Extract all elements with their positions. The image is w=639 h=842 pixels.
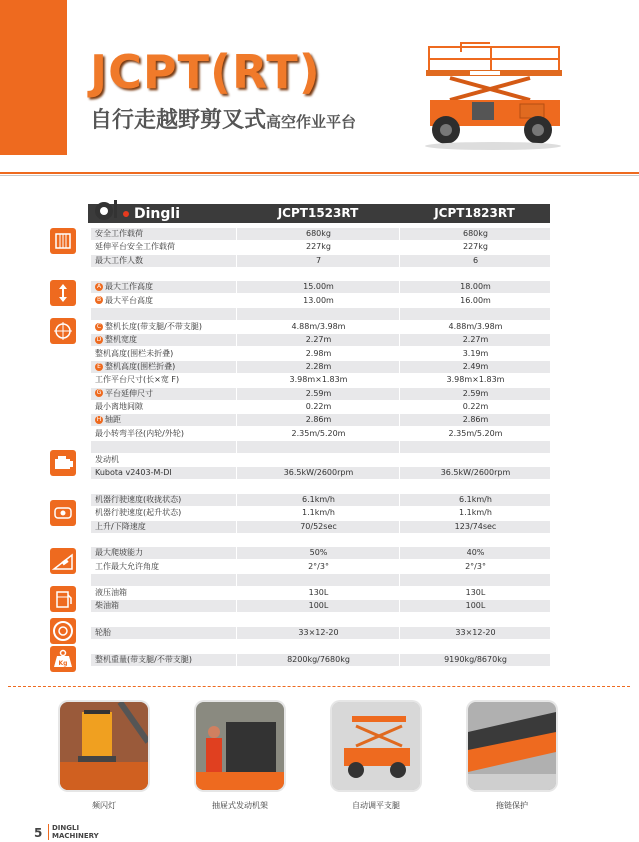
value-model-2: 123/74sec: [454, 521, 497, 531]
dimension-icon: [50, 318, 76, 344]
footer-brand: [48, 824, 99, 840]
value-model-1: 680kg: [306, 229, 331, 238]
row-label: [95, 627, 111, 639]
row-label: [95, 654, 192, 666]
row-label-text: 整机长度(带支腿/不带支腿): [105, 322, 202, 332]
row-label-text: 最大工作人数: [95, 255, 143, 265]
caption-drag-chain: 拖链保护: [496, 801, 528, 810]
value-model-2: 2.59m: [462, 388, 489, 398]
row-label: [95, 507, 181, 519]
value-model-1: 8200kg/7680kg: [287, 654, 350, 664]
table-row: [91, 374, 550, 386]
table-row: [91, 414, 550, 426]
row-label-text: 轮胎: [95, 628, 111, 637]
value-model-1: 70/52sec: [300, 521, 337, 531]
orange-side-bar: [0, 0, 67, 155]
row-label-text: 最小离地间隙: [95, 401, 143, 411]
table-row: [91, 534, 550, 546]
table-row: [91, 281, 550, 293]
value-model-1: 2.27m: [305, 335, 332, 345]
row-label: [95, 547, 143, 559]
row-label: [95, 467, 172, 479]
value-model-2: 2.49m: [462, 362, 489, 371]
row-label-text: 最小转弯半径(内轮/外轮): [95, 428, 184, 438]
row-label: [95, 334, 137, 346]
table-row: [91, 640, 550, 652]
value-model-1: 1.1km/h: [302, 508, 335, 518]
value-model-2: 40%: [466, 548, 485, 558]
value-model-2: 227kg: [463, 242, 488, 252]
page-subtitle: [90, 103, 356, 134]
subtitle-main: 自行走越野剪叉式: [90, 108, 267, 133]
row-label-text: 机器行驶速度(收拢状态): [95, 495, 182, 504]
row-label: [95, 361, 175, 373]
row-label: [95, 374, 179, 386]
column-header-1: JCPT1523RT: [277, 206, 359, 220]
value-model-2: 1.1km/h: [459, 508, 492, 518]
value-model-2: 2.27m: [462, 335, 489, 345]
table-row: [91, 428, 550, 440]
dimension-badge: G: [96, 389, 102, 397]
row-label: [95, 428, 184, 440]
table-row: [91, 361, 550, 373]
dashed-separator: [8, 686, 630, 687]
row-label: [95, 281, 153, 293]
table-row: [91, 441, 550, 453]
engine-icon: [50, 450, 76, 476]
table-row: [91, 228, 550, 240]
row-label-text: 工作平台尺寸(长×宽 F): [95, 375, 180, 385]
drag-chain-guard-photo: [468, 702, 556, 790]
table-row: [91, 654, 550, 666]
row-label: [95, 255, 143, 267]
value-model-1: 6.1km/h: [302, 495, 335, 504]
logo-text: Dingli: [134, 206, 181, 222]
row-label: [95, 494, 181, 506]
value-model-1: 3.98m×1.83m: [289, 375, 348, 385]
value-model-2: 2°/3°: [465, 561, 486, 571]
row-label-text: Kubota v2403-M-DI: [95, 468, 172, 478]
table-row: [91, 321, 550, 333]
table-row: [91, 241, 550, 253]
row-label: [95, 228, 143, 240]
value-model-1: 15.00m: [303, 282, 334, 292]
value-model-2: 3.19m: [462, 348, 489, 358]
row-label: [95, 587, 127, 599]
strobe-light-photo: [60, 702, 148, 790]
row-label-text: 工作最大允许角度: [95, 561, 159, 571]
svg-text:Kg: Kg: [58, 660, 68, 667]
value-model-2: 9190kg/8670kg: [444, 654, 507, 664]
value-model-2: 0.22m: [462, 401, 489, 411]
caption-engine-drawer: 抽屉式发动机架: [212, 801, 268, 810]
table-row: [91, 627, 550, 639]
row-label-text: 发动机: [95, 455, 119, 465]
row-label: [95, 348, 173, 360]
row-label-text: 平台延伸尺寸: [105, 388, 153, 398]
table-row: [91, 348, 550, 360]
value-model-2: 6: [472, 255, 479, 265]
row-label-text: 机器行驶速度(起升状态): [95, 508, 182, 518]
table-row: [91, 334, 550, 346]
value-model-1: 2.98m: [305, 348, 332, 358]
row-label-text: 安全工作载荷: [95, 229, 143, 238]
dingli-logo: [90, 196, 190, 224]
value-model-2: 130L: [465, 588, 486, 598]
row-label-text: 整机宽度: [105, 335, 137, 345]
value-model-2: 3.98m×1.83m: [446, 375, 505, 385]
value-model-1: 0.22m: [305, 401, 332, 411]
row-label: [95, 521, 146, 533]
row-label: [95, 454, 119, 466]
table-row: [91, 547, 550, 559]
row-label: [95, 561, 159, 573]
capacity-icon: [50, 228, 76, 254]
speed-icon: [50, 500, 76, 526]
caption-auto-leveling: 自动调平支腿: [352, 801, 400, 810]
value-model-2: 4.88m/3.98m: [448, 322, 503, 332]
table-row: [91, 295, 550, 307]
row-label: [95, 388, 153, 400]
table-row: [91, 600, 550, 612]
value-model-1: 2.28m: [305, 362, 332, 371]
row-label: [95, 241, 175, 253]
table-row: [91, 574, 550, 586]
table-row: [91, 401, 550, 413]
value-model-1: 2°/3°: [308, 561, 329, 571]
gradeability-icon: [50, 548, 76, 574]
value-model-2: 2.35m/5.20m: [448, 428, 503, 438]
value-model-2: 100L: [465, 601, 486, 611]
table-row: [91, 268, 550, 280]
value-model-1: 50%: [309, 548, 328, 558]
section-divider: [0, 172, 639, 174]
subtitle-sub: 高空作业平台: [266, 113, 357, 131]
value-model-1: 7: [315, 255, 322, 265]
section-divider-gray: [0, 175, 639, 176]
value-model-1: 4.88m/3.98m: [291, 322, 346, 332]
table-row: [91, 494, 550, 506]
row-label: [95, 321, 202, 333]
value-model-1: 13.00m: [303, 295, 334, 305]
scissor-lift-image: [420, 38, 566, 152]
table-row: [91, 507, 550, 519]
row-label-text: 轴距: [105, 415, 121, 425]
tire-icon: [50, 618, 76, 644]
table-row: [91, 454, 550, 466]
row-label: [95, 600, 119, 612]
column-separator: [399, 228, 400, 668]
footer-brand-line2: MACHINERY: [52, 832, 99, 840]
row-label-text: 整机重量(带支腿/不带支腿): [95, 654, 192, 664]
row-label-text: 最大平台高度: [105, 295, 153, 305]
table-row: [91, 481, 550, 493]
value-model-2: 33×12-20: [455, 628, 496, 637]
value-model-1: 2.35m/5.20m: [291, 428, 346, 438]
tank-icon: [50, 586, 76, 612]
table-row: [91, 255, 550, 267]
table-row: [91, 587, 550, 599]
column-separator: [236, 228, 237, 668]
dimension-badge: C: [96, 322, 102, 330]
row-label-text: 最大工作高度: [105, 282, 153, 292]
dimension-badge: B: [96, 296, 102, 303]
dimension-badge: A: [96, 282, 102, 290]
page-title: JCPT(RT): [90, 45, 321, 99]
table-row: [91, 467, 550, 479]
dimension-badge: D: [96, 335, 102, 343]
row-label-text: 整机高度(围栏未折叠): [95, 348, 174, 358]
page-number: 5: [34, 826, 43, 840]
row-label: [95, 414, 121, 426]
value-model-2: 36.5kW/2600rpm: [440, 468, 511, 478]
row-label-text: 液压油箱: [95, 588, 127, 598]
engine-drawer-photo: [196, 702, 284, 790]
table-row: [91, 561, 550, 573]
caption-strobe-light: 频闪灯: [92, 801, 116, 810]
value-model-1: 36.5kW/2600rpm: [283, 468, 354, 478]
height-icon: [50, 280, 76, 306]
table-row: [91, 614, 550, 626]
weight-icon: [50, 646, 76, 672]
value-model-1: 130L: [308, 588, 329, 598]
row-label-text: 最大爬坡能力: [95, 548, 143, 558]
footer-brand-line1: DINGLI: [52, 824, 80, 832]
auto-leveling-outrigger-photo: [332, 702, 420, 790]
table-row: [91, 521, 550, 533]
value-model-2: 16.00m: [460, 295, 491, 305]
column-header-2: JCPT1823RT: [434, 206, 515, 220]
value-model-1: 33×12-20: [298, 628, 339, 637]
value-model-2: 18.00m: [460, 282, 491, 292]
row-label: [95, 401, 143, 413]
table-row: [91, 388, 550, 400]
value-model-1: 227kg: [306, 242, 331, 252]
value-model-2: 6.1km/h: [459, 495, 492, 504]
row-label: [95, 295, 153, 307]
row-label-text: 延伸平台安全工作载荷: [95, 242, 175, 252]
dimension-badge: E: [95, 363, 103, 371]
row-label-text: 上升/下降速度: [95, 521, 146, 531]
dimension-badge: H: [96, 415, 102, 423]
table-row: [91, 308, 550, 320]
value-model-2: 2.86m: [462, 415, 489, 425]
value-model-2: 680kg: [463, 229, 488, 238]
row-label-text: 整机高度(围栏折叠): [105, 362, 176, 371]
value-model-1: 100L: [308, 601, 329, 611]
row-label-text: 柴油箱: [95, 601, 119, 611]
value-model-1: 2.59m: [305, 388, 332, 398]
value-model-1: 2.86m: [305, 415, 332, 425]
